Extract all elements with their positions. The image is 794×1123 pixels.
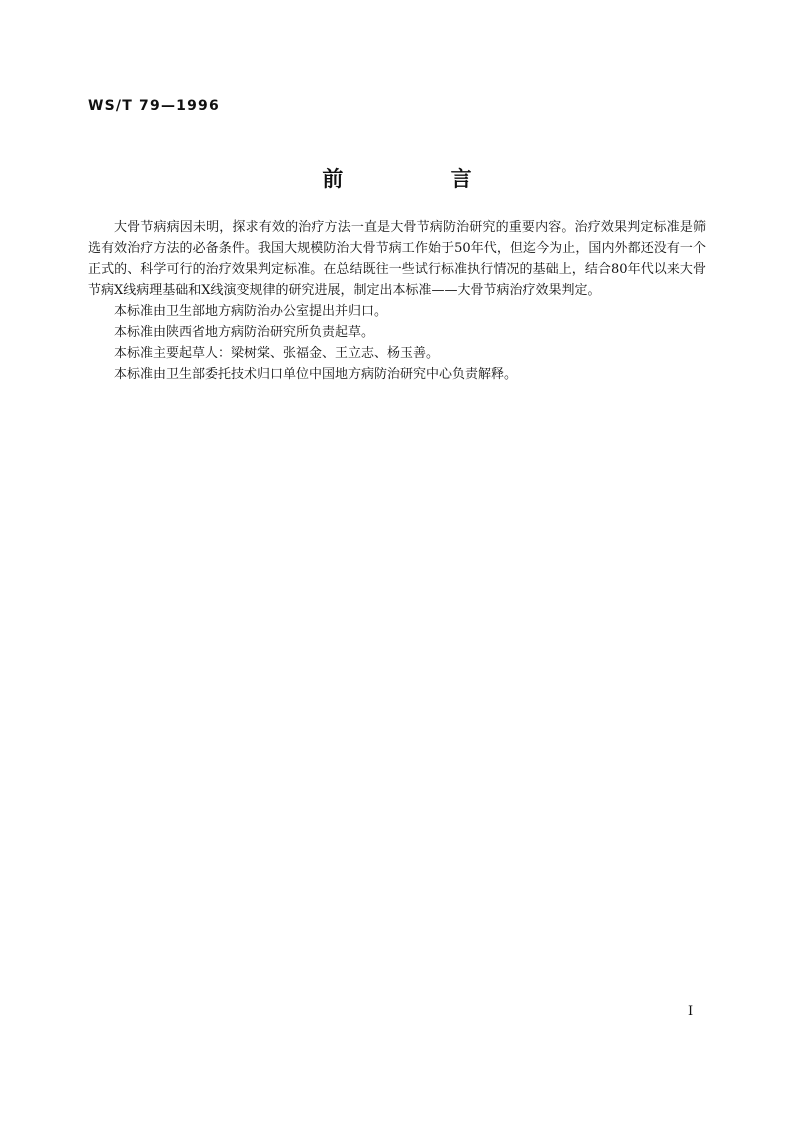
foreword-body — [88, 217, 706, 385]
paragraph-interpretation: 本标准由卫生部委托技术归口单位中国地方病防治研究中心负责解释。 — [114, 367, 518, 382]
standard-code: WS/T 79—1996 — [88, 98, 220, 114]
paragraph-proposer: 本标准由卫生部地方病防治办公室提出并归口。 — [114, 304, 388, 319]
page-title: 前 言 — [322, 166, 522, 191]
page-number: I — [688, 1004, 694, 1019]
paragraph-drafting-unit: 本标准由陕西省地方病防治研究所负责起草。 — [114, 325, 375, 340]
paragraph-drafters: 本标准主要起草人：梁树棠、张福金、王立志、杨玉善。 — [114, 346, 440, 361]
paragraph-intro: 大骨节病病因未明，探求有效的治疗方法一直是大骨节病防治研究的重要内容。治疗效果判定标准是筛选有效治疗方法的必备条件。我国大规模防治大骨节病工作始于50年代，但迄今为止，国内外都还没有一个正式的、科学可行的治疗效果判定标准。在总结既往一些试行标准执行情况的基础上，结合80年代以来大骨节病X线病理基础和X线演变规律的研究进展，制定出本标准——大骨节病治疗效果判定。 — [88, 220, 706, 298]
